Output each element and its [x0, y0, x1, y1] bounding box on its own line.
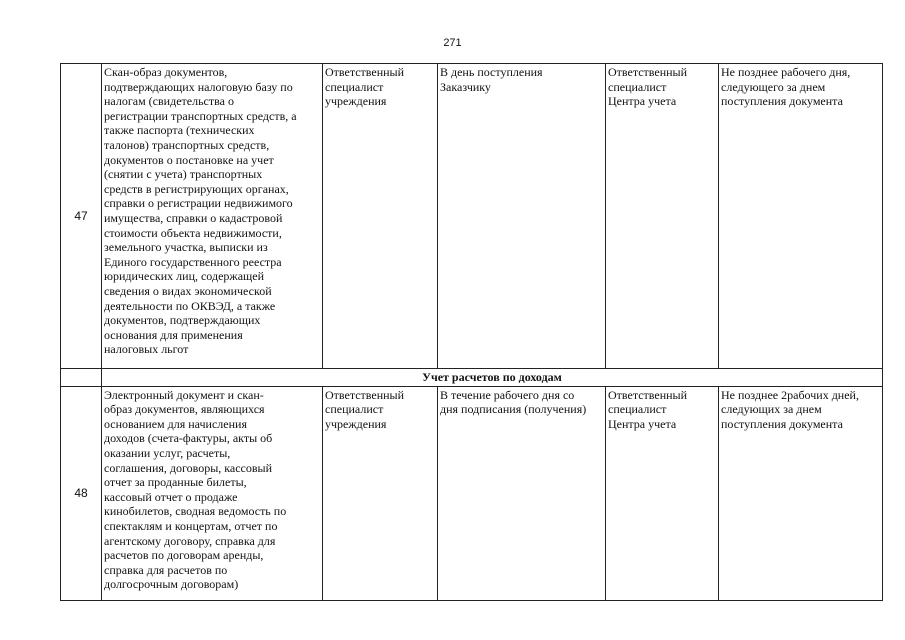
cell-text-line: справка для расчетов по: [104, 562, 228, 577]
cell-text-line: Не позднее рабочего дня,: [721, 65, 851, 79]
cell-text-line: следующих за днем: [721, 402, 822, 417]
cell-text-line: кинобилетов, сводная ведомость по: [104, 504, 287, 519]
cell-text-line: средств в регистрирующих органах,: [104, 181, 289, 196]
cell-text-line: документов о постановке на учет: [104, 152, 274, 167]
document-description-cell: [102, 386, 323, 600]
cell-text-line: подтверждающих налоговую базу по: [104, 79, 293, 94]
section-row: [61, 369, 883, 387]
table-row: [61, 386, 883, 600]
deadline-cell: [438, 64, 606, 369]
cell-text-line: доходов (счета-фактуры, акты об: [104, 431, 273, 446]
page-number: 271: [443, 37, 462, 49]
cell-text-line: земельного участка, выписки из: [104, 240, 268, 255]
cell-text-line: Скан-образ документов,: [104, 65, 228, 79]
cell-text-line: налоговых льгот: [104, 342, 189, 357]
cell-text-line: стоимости объекта недвижимости,: [104, 225, 282, 240]
processing-term-cell: [719, 64, 883, 369]
document-flow-table: [60, 63, 883, 601]
cell-text-line: долгосрочным договорам): [104, 577, 239, 592]
cell-text-line: В течение рабочего дня со: [440, 387, 575, 402]
cell-text-line: спектаклям и концертам, отчет по: [104, 518, 278, 533]
section-header: Учет расчетов по доходам: [102, 369, 883, 387]
cell-text-line: (снятии с учета) транспортных: [104, 167, 263, 182]
cell-text-line: В день поступления: [440, 65, 543, 79]
row-number: 47: [61, 64, 102, 369]
cell-text-line: соглашения, договоры, кассовый: [104, 460, 273, 475]
cell-text-line: Ответственный: [325, 65, 405, 79]
cell-text-line: Центра учета: [608, 94, 677, 109]
table-row: [61, 64, 883, 369]
cell-text-line: имущества, справки о кадастровой: [104, 210, 283, 225]
responsible-cell: [323, 64, 438, 369]
cell-text-line: учреждения: [325, 416, 387, 431]
cell-text-line: Заказчику: [440, 79, 491, 94]
cell-text-line: документов, подтверждающих: [104, 313, 261, 328]
cell-text-line: образ документов, являющихся: [104, 402, 265, 417]
receiver-cell: [606, 386, 719, 600]
cell-text-line: поступления документа: [721, 94, 843, 109]
cell-text-line: Не позднее 2рабочих дней,: [721, 387, 859, 402]
cell-text-line: также паспорта (технических: [104, 123, 255, 138]
receiver-cell: [606, 64, 719, 369]
deadline-cell: [438, 386, 606, 600]
cell-text-line: юридических лиц, содержащей: [104, 269, 265, 284]
cell-text-line: регистрации транспортных средств, а: [104, 108, 297, 123]
cell-text-line: сведения о видах экономической: [104, 283, 272, 298]
responsible-cell: [323, 386, 438, 600]
cell-text-line: Ответственный: [325, 387, 405, 402]
cell-text-line: Ответственный: [608, 65, 688, 79]
row-number: 48: [61, 386, 102, 600]
cell-text-line: деятельности по ОКВЭД, а также: [104, 298, 276, 313]
cell-text-line: специалист: [608, 79, 667, 94]
cell-text-line: поступления документа: [721, 416, 843, 431]
cell-text-line: следующего за днем: [721, 79, 826, 94]
cell-text-line: справки о регистрации недвижимого: [104, 196, 293, 211]
section-number-cell: [61, 369, 102, 387]
cell-text-line: основания для применения: [104, 327, 243, 342]
cell-text-line: специалист: [608, 402, 667, 417]
cell-text-line: основанием для начисления: [104, 416, 247, 431]
cell-text-line: учреждения: [325, 94, 387, 109]
cell-text-line: расчетов по договорам аренды,: [104, 548, 264, 563]
processing-term-cell: [719, 386, 883, 600]
cell-text-line: специалист: [325, 402, 384, 417]
cell-text-line: кассовый отчет о продаже: [104, 489, 238, 504]
cell-text-line: налогам (свидетельства о: [104, 94, 234, 109]
cell-text-line: специалист: [325, 79, 384, 94]
cell-text-line: отчет за проданные билеты,: [104, 475, 247, 490]
cell-text-line: Единого государственного реестра: [104, 254, 282, 269]
cell-text-line: талонов) транспортных средств,: [104, 137, 270, 152]
cell-text-line: Электронный документ и скан-: [104, 387, 264, 402]
cell-text-line: Центра учета: [608, 416, 677, 431]
cell-text-line: Ответственный: [608, 387, 688, 402]
cell-text-line: дня подписания (получения): [440, 402, 587, 417]
cell-text-line: оказании услуг, расчеты,: [104, 445, 231, 460]
document-description-cell: [102, 64, 323, 369]
cell-text-line: агентскому договору, справка для: [104, 533, 276, 548]
